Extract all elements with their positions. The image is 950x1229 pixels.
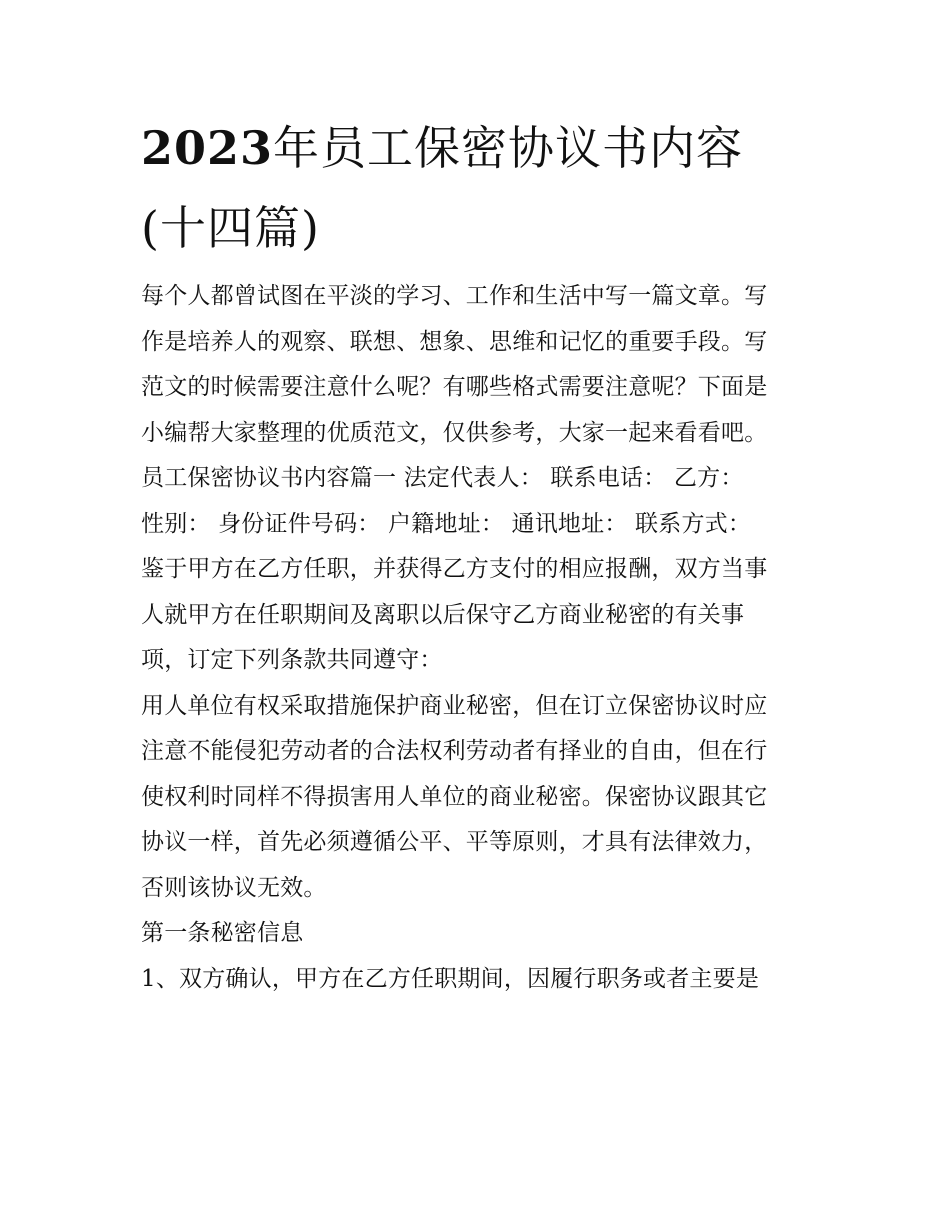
document-title xyxy=(141,108,821,268)
text-line: 作是培养人的观察、联想、想象、思维和记忆的重要手段。写 xyxy=(141,328,768,355)
text-line: 协议一样，首先必须遵循公平、平等原则，才具有法律效力， xyxy=(141,829,768,855)
document-page xyxy=(141,108,821,1002)
text-line: 1、双方确认，甲方在乙方任职期间，因履行职务或者主要是 xyxy=(141,965,760,992)
text-line: 否则该协议无效。 xyxy=(141,874,327,901)
text-line: 人就甲方在任职期间及离职以后保守乙方商业秘密的有关事 xyxy=(141,601,745,628)
text-line: 鉴于甲方在乙方任职，并获得乙方支付的相应报酬，双方当事 xyxy=(141,556,768,582)
text-line: 小编帮大家整理的优质范文，仅供参考，大家一起来看看吧。 xyxy=(141,419,768,446)
text-line: 范文的时候需要注意什么呢？有哪些格式需要注意呢？下面是 xyxy=(141,374,768,400)
document-body xyxy=(141,274,821,1002)
text-line: 用人单位有权采取措施保护商业秘密，但在订立保密协议时应 xyxy=(141,692,768,719)
title-year: 2023 xyxy=(141,121,274,175)
text-line: 注意不能侵犯劳动者的合法权利劳动者有择业的自由，但在行 xyxy=(141,738,768,764)
section-heading: 第一条秘密信息 xyxy=(141,920,304,946)
text-line: 每个人都曾试图在平淡的学习、工作和生活中写一篇文章。写 xyxy=(141,283,768,309)
title-text: 年员工保密协议书内容 xyxy=(273,121,744,175)
title-subtitle: (十四篇) xyxy=(141,201,320,255)
text-line: 项，订定下列条款共同遵守： xyxy=(141,647,443,673)
text-line: 员工保密协议书内容篇一 法定代表人： 联系电话： 乙方： xyxy=(141,465,744,491)
text-line: 性别： 身份证件号码： 户籍地址： 通讯地址： 联系方式： xyxy=(141,510,752,537)
text-line: 使权利时同样不得损害用人单位的商业秘密。保密协议跟其它 xyxy=(141,783,768,810)
